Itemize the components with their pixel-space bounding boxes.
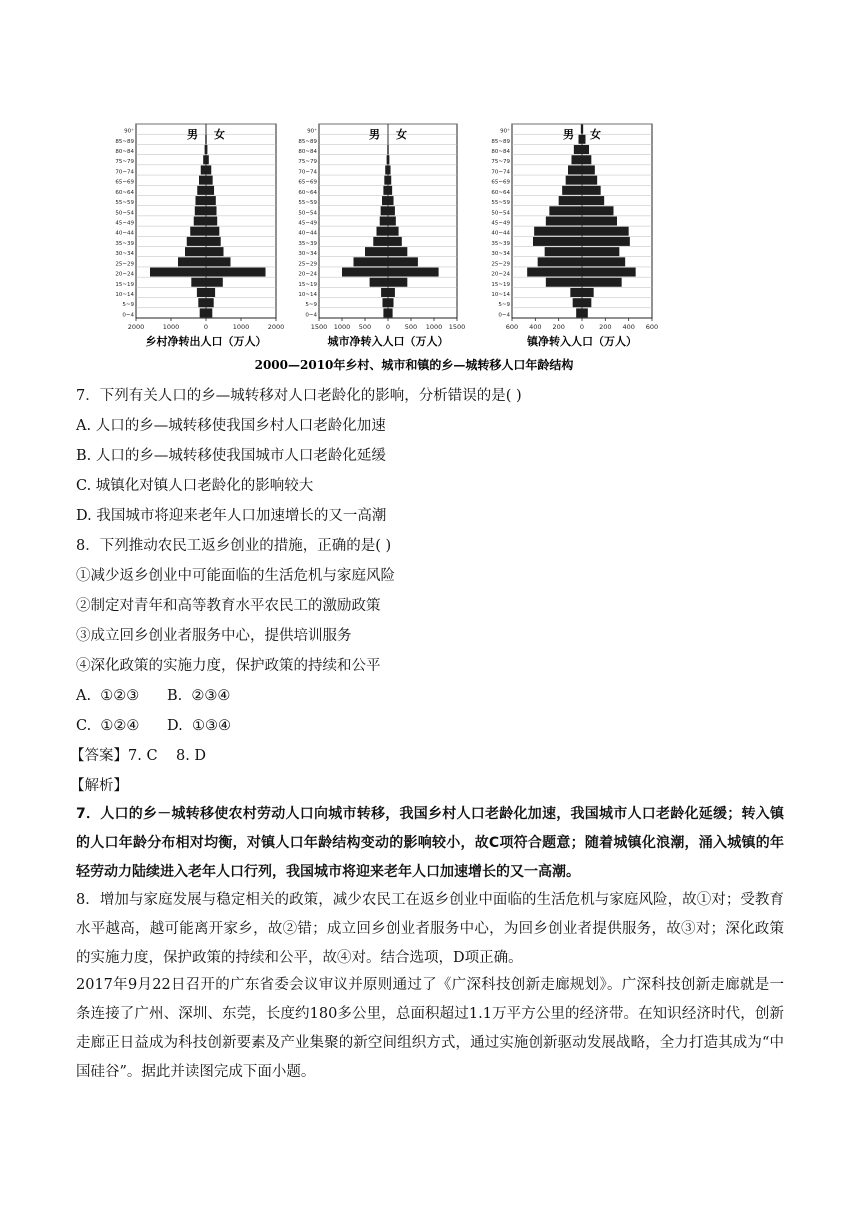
legend-male: 男 (187, 128, 198, 141)
q7-option-a: A. 人口的乡—城转移使我国乡村人口老龄化加速 (76, 418, 386, 434)
analysis-label: 【解析】 (70, 778, 128, 794)
age-group-label: 25~29 (491, 261, 510, 268)
age-group-label: 50~54 (491, 210, 510, 217)
question-7: 7．下列有关人口的乡—城转移对人口老龄化的影响，分析错误的是( ) (76, 388, 522, 404)
q8-options-cd: C. ①②④ D. ①③④ (76, 718, 231, 734)
x-tick-label: 600 (505, 323, 519, 331)
age-group-label: 40~44 (491, 230, 510, 237)
male-bar (190, 227, 206, 236)
age-group-label: 50~54 (298, 210, 317, 217)
q7-option-b: B. 人口的乡—城转移使我国城市人口老龄化延缓 (76, 448, 386, 464)
female-bar (582, 257, 625, 266)
age-group-label: 5~9 (305, 302, 317, 309)
male-bar (194, 216, 206, 225)
female-bar (206, 186, 214, 195)
male-bar (381, 288, 388, 297)
male-bar (387, 155, 388, 164)
age-group-label: 10~14 (491, 291, 510, 298)
male-bar (199, 176, 206, 185)
age-group-label: 55~59 (491, 200, 510, 207)
age-group-label: 30~34 (491, 251, 510, 258)
male-bar (534, 227, 582, 236)
legend-male: 男 (369, 128, 380, 141)
female-bar (388, 298, 394, 307)
female-bar (206, 155, 209, 164)
male-bar (370, 278, 388, 287)
female-bar (582, 165, 595, 174)
x-tick-label: 0 (579, 323, 585, 331)
male-bar (200, 308, 206, 317)
female-bar (388, 237, 402, 246)
male-bar (581, 125, 582, 134)
age-group-label: 35~39 (491, 240, 510, 247)
female-bar (206, 145, 207, 154)
x-tick-label: 200 (552, 323, 565, 331)
analysis-8: 8．增加与家庭发展与稳定相关的政策，减少农民工在返乡创业中面临的生活危机与家庭风险，故①对；受教育水平越高，越可能离开家乡，故②错；成立回乡创业者服务中心，为回乡创业者提供服务，故③对；深化政策的实施力度，保护政策的持续和公平，故④对。结合选项，D项正确。 (76, 892, 784, 966)
age-group-label: 45~49 (298, 220, 317, 227)
legend-female: 女 (214, 128, 225, 141)
female-bar (582, 288, 594, 297)
x-tick-label: 1500 (448, 323, 466, 331)
female-bar (388, 227, 399, 236)
female-bar (582, 176, 597, 185)
female-bar (388, 268, 439, 277)
x-tick-label: 2000 (267, 323, 285, 331)
female-bar (388, 186, 392, 195)
male-bar (527, 268, 582, 277)
female-bar (206, 176, 213, 185)
female-bar (388, 288, 395, 297)
x-tick-label: 1000 (162, 323, 180, 331)
age-group-label: 85~89 (115, 138, 134, 145)
male-bar (385, 165, 388, 174)
age-group-label: 25~29 (298, 261, 317, 268)
x-tick-label: 200 (599, 323, 612, 331)
female-bar (582, 308, 588, 317)
female-bar (388, 196, 394, 205)
female-bar (582, 206, 614, 215)
male-bar (197, 186, 206, 195)
question-8: 8．下列推动农民工返乡创业的措施，正确的是( ) (76, 538, 392, 554)
q8-item-1: ①减少返乡创业中可能面临的生活危机与家庭风险 (76, 568, 395, 584)
female-bar (206, 278, 223, 287)
q8-item-3: ③成立回乡创业者服务中心，提供培训服务 (76, 628, 352, 644)
male-bar (546, 278, 582, 287)
male-bar (572, 155, 583, 164)
female-bar (582, 135, 586, 144)
male-bar (185, 247, 206, 256)
male-bar (195, 206, 206, 215)
age-group-label: 90⁺ (124, 128, 134, 135)
x-tick-label: 400 (622, 323, 635, 331)
male-bar (187, 237, 206, 246)
male-bar (562, 186, 582, 195)
male-bar (538, 257, 582, 266)
q8-item-4: ④深化政策的实施力度，保护政策的持续和公平 (76, 658, 381, 674)
female-bar (388, 216, 396, 225)
age-group-label: 40~44 (115, 230, 134, 237)
male-bar (384, 176, 388, 185)
male-bar (382, 196, 388, 205)
x-tick-label: 1000 (232, 323, 250, 331)
male-bar (203, 155, 206, 164)
q7-option-c: C. 城镇化对镇人口老龄化的影响较大 (76, 478, 314, 494)
figure-caption: 2000—2010年乡村、城市和镇的乡—城转移人口年龄结构 (254, 358, 574, 372)
female-bar (582, 186, 601, 195)
male-bar (579, 135, 583, 144)
female-bar (388, 145, 389, 154)
male-bar (574, 145, 582, 154)
female-bar (206, 206, 217, 215)
male-bar (545, 247, 582, 256)
female-bar (206, 216, 217, 225)
x-tick-label: 1000 (333, 323, 351, 331)
male-bar (373, 237, 388, 246)
age-group-label: 20~24 (115, 271, 134, 278)
q8-item-2: ②制定对青年和高等教育水平农民工的激励政策 (76, 598, 381, 614)
female-bar (388, 165, 391, 174)
female-bar (582, 237, 630, 246)
male-bar (196, 196, 207, 205)
legend-female: 女 (396, 128, 407, 141)
pyramid-charts (114, 114, 666, 376)
female-bar (582, 227, 629, 236)
x-tick-label: 0 (203, 323, 209, 331)
male-bar (377, 227, 389, 236)
female-bar (206, 288, 215, 297)
female-bar (582, 268, 636, 277)
female-bar (206, 135, 207, 144)
answer-line: 【答案】7. C 8. D (70, 748, 207, 764)
female-bar (388, 247, 407, 256)
x-axis-label: 乡村净转出人口（万人） (145, 335, 267, 348)
male-bar (198, 298, 206, 307)
age-group-label: 15~19 (298, 281, 317, 288)
male-bar (365, 247, 388, 256)
x-tick-label: 1000 (425, 323, 443, 331)
age-group-label: 5~9 (498, 302, 510, 309)
male-bar (383, 186, 388, 195)
female-bar (206, 308, 212, 317)
age-group-label: 75~79 (298, 159, 317, 166)
male-bar (387, 145, 388, 154)
age-group-label: 80~84 (491, 149, 510, 156)
female-bar (388, 278, 407, 287)
age-group-label: 45~49 (115, 220, 134, 227)
female-bar (388, 206, 395, 215)
age-group-label: 50~54 (115, 210, 134, 217)
age-group-label: 45~49 (491, 220, 510, 227)
male-bar (178, 257, 206, 266)
age-group-label: 60~64 (115, 189, 134, 196)
male-bar (576, 308, 582, 317)
male-bar (342, 268, 388, 277)
age-group-label: 65~69 (491, 179, 510, 186)
male-bar (570, 288, 582, 297)
age-group-label: 15~19 (115, 281, 134, 288)
age-group-label: 65~69 (298, 179, 317, 186)
age-group-label: 0~4 (122, 312, 134, 319)
q8-options-ab: A. ①②③ B. ②③④ (76, 688, 231, 704)
age-group-label: 90⁺ (307, 128, 317, 135)
male-bar (205, 135, 206, 144)
age-group-label: 5~9 (122, 302, 134, 309)
age-group-label: 35~39 (115, 240, 134, 247)
age-group-label: 75~79 (115, 159, 134, 166)
female-bar (582, 216, 617, 225)
male-bar (380, 216, 388, 225)
female-bar (582, 145, 589, 154)
age-group-label: 15~19 (491, 281, 510, 288)
male-bar (191, 278, 206, 287)
age-group-label: 70~74 (298, 169, 317, 176)
male-bar (381, 206, 388, 215)
female-bar (582, 247, 619, 256)
female-bar (206, 196, 216, 205)
female-bar (206, 237, 221, 246)
male-bar (566, 176, 582, 185)
male-bar (201, 165, 206, 174)
female-bar (582, 278, 622, 287)
age-group-label: 90⁺ (500, 128, 510, 135)
age-group-label: 55~59 (298, 200, 317, 207)
age-group-label: 35~39 (298, 240, 317, 247)
male-bar (205, 145, 206, 154)
age-group-label: 25~29 (115, 261, 134, 268)
x-axis-label: 城市净转入人口（万人） (327, 335, 449, 348)
x-tick-label: 600 (645, 323, 659, 331)
legend-female: 女 (590, 128, 601, 141)
male-bar (546, 216, 582, 225)
x-tick-label: 1500 (310, 323, 328, 331)
x-tick-label: 2000 (127, 323, 145, 331)
age-group-label: 20~24 (298, 271, 317, 278)
female-bar (206, 247, 224, 256)
female-bar (388, 155, 389, 164)
female-bar (206, 165, 211, 174)
analysis-7: 7．人口的乡－城转移使农村劳动人口向城市转移，我国乡村人口老龄化加速，我国城市人口老龄化延缓；转入镇的人口年龄分布相对均衡，对镇人口年龄结构变动的影响较小，故C项符合题意；随着城镇化浪潮，涌入城镇的年轻劳动力陆续进入老年人口行列，我国城市将迎来老年人口加速增长的又一高潮。 (76, 806, 784, 880)
male-bar (382, 298, 388, 307)
age-group-label: 30~34 (298, 251, 317, 258)
age-group-label: 10~14 (298, 291, 317, 298)
male-bar (559, 196, 582, 205)
age-group-label: 80~84 (115, 149, 134, 156)
age-group-label: 80~84 (298, 149, 317, 156)
male-bar (354, 257, 389, 266)
q7-option-d: D. 我国城市将迎来老年人口加速增长的又一高潮 (76, 508, 387, 524)
female-bar (388, 176, 391, 185)
x-tick-label: 0 (385, 323, 391, 331)
age-group-label: 60~64 (298, 189, 317, 196)
population-pyramid-figure (114, 114, 666, 376)
age-group-label: 75~79 (491, 159, 510, 166)
female-bar (582, 155, 591, 164)
female-bar (582, 298, 591, 307)
male-bar (150, 268, 206, 277)
age-group-label: 85~89 (298, 138, 317, 145)
female-bar (388, 257, 418, 266)
age-group-label: 85~89 (491, 138, 510, 145)
age-group-label: 20~24 (491, 271, 510, 278)
male-bar (568, 165, 582, 174)
age-group-label: 60~64 (491, 189, 510, 196)
x-tick-label: 500 (404, 323, 418, 331)
female-bar (206, 257, 231, 266)
male-bar (197, 288, 206, 297)
age-group-label: 55~59 (115, 200, 134, 207)
female-bar (206, 298, 214, 307)
male-bar (533, 237, 582, 246)
age-group-label: 30~34 (115, 251, 134, 258)
age-group-label: 0~4 (498, 312, 510, 319)
female-bar (582, 125, 583, 134)
legend-male: 男 (563, 128, 574, 141)
female-bar (206, 227, 219, 236)
female-bar (582, 196, 604, 205)
male-bar (573, 298, 582, 307)
age-group-label: 0~4 (305, 312, 317, 319)
female-bar (388, 308, 393, 317)
intro-paragraph: 2017年9月22日召开的广东省委会议审议并原则通过了《广深科技创新走廊规划》。广深科技创新走廊就是一条连接了广州、深圳、东莞，长度约180多公里，总面积超过1.1万平方公里的经济带。在知识经济时代，创新走廊正日益成为科技创新要素及产业集聚的新空间组织方式，通过实施创新驱动发展战略，全力打造其成为“中国硅谷”。据此并读图完成下面小题。 (76, 977, 784, 1080)
x-tick-label: 400 (529, 323, 542, 331)
age-group-label: 70~74 (115, 169, 134, 176)
x-axis-label: 镇净转入人口（万人） (527, 335, 637, 348)
age-group-label: 65~69 (115, 179, 134, 186)
x-tick-label: 500 (358, 323, 372, 331)
male-bar (383, 308, 388, 317)
age-group-label: 10~14 (115, 291, 134, 298)
male-bar (549, 206, 582, 215)
age-group-label: 70~74 (491, 169, 510, 176)
age-group-label: 40~44 (298, 230, 317, 237)
female-bar (206, 268, 266, 277)
